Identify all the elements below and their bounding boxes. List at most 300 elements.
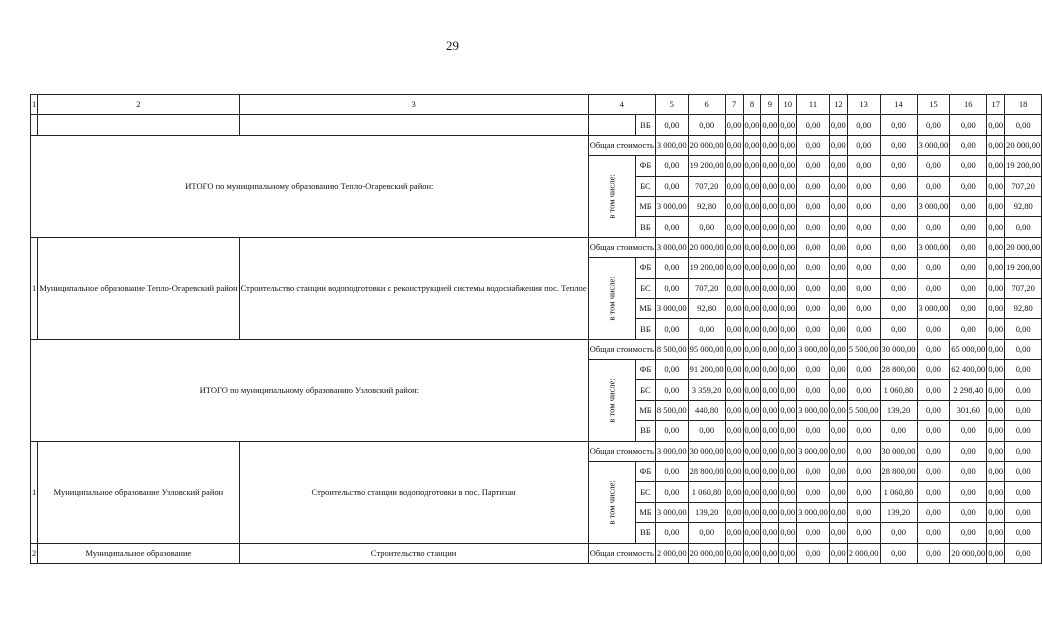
value-cell: 0,00 [917,543,950,563]
column-number-3: 3 [239,95,588,115]
column-number-14: 14 [880,95,917,115]
column-number-13: 13 [847,95,880,115]
item-number: 1 [31,237,38,339]
value-cell: 0,00 [655,115,688,135]
value-cell: 0,00 [655,360,688,380]
item-row [31,543,1042,563]
value-cell: 0,00 [829,156,847,176]
value-cell: 139,20 [880,400,917,420]
value-cell: 0,00 [688,319,725,339]
value-cell: 0,00 [987,115,1005,135]
value-cell: 0,00 [779,217,797,237]
value-cell: 0,00 [743,380,761,400]
value-cell: 0,00 [847,217,880,237]
value-cell: 0,00 [797,482,830,502]
item-row [31,237,1042,257]
value-cell: 0,00 [847,258,880,278]
value-cell: 139,20 [688,502,725,522]
source-label: ВБ [636,421,656,441]
value-cell: 0,00 [950,319,987,339]
value-cell: 0,00 [725,482,743,502]
table-cell [31,115,38,135]
value-cell: 0,00 [987,380,1005,400]
value-cell: 0,00 [779,319,797,339]
source-label: МБ [636,502,656,522]
table-row [31,115,1042,135]
itogo-row [31,339,1042,359]
value-cell: 0,00 [950,176,987,196]
value-cell: 0,00 [950,135,987,155]
value-cell: 19 200,00 [1005,258,1042,278]
value-cell: 0,00 [725,380,743,400]
value-cell: 0,00 [847,421,880,441]
value-cell: 0,00 [987,523,1005,543]
value-cell: 0,00 [797,196,830,216]
object-name: Строительство станции водоподготовки в пос. Партизан [239,441,588,543]
value-cell: 0,00 [779,196,797,216]
total-cost-label: Общая стоимость [588,237,655,257]
value-cell: 0,00 [1005,523,1042,543]
value-cell: 0,00 [655,462,688,482]
value-cell: 1 060,80 [880,482,917,502]
vertical-label: в том числе: [606,378,617,423]
value-cell: 0,00 [987,421,1005,441]
value-cell: 0,00 [761,339,779,359]
value-cell: 3 000,00 [917,135,950,155]
value-cell: 0,00 [847,441,880,461]
value-cell: 0,00 [725,278,743,298]
value-cell: 0,00 [880,176,917,196]
object-name: Строительство станции водоподготовки с реконструкцией системы водоснабжения пос. Теплое [239,237,588,339]
value-cell: 0,00 [743,258,761,278]
value-cell: 0,00 [779,462,797,482]
value-cell: 3 000,00 [917,237,950,257]
value-cell: 0,00 [1005,462,1042,482]
value-cell: 0,00 [1005,400,1042,420]
value-cell: 0,00 [779,360,797,380]
value-cell: 0,00 [987,258,1005,278]
value-cell: 0,00 [725,156,743,176]
value-cell: 0,00 [743,298,761,318]
value-cell: 0,00 [829,339,847,359]
source-label: МБ [636,196,656,216]
municipality-name: Муниципальное образование [38,543,239,563]
municipality-name: Муниципальное образование Тепло-Огаревский район [38,237,239,339]
value-cell: 0,00 [797,523,830,543]
value-cell: 0,00 [779,380,797,400]
value-cell: 0,00 [743,441,761,461]
source-label: ВБ [636,319,656,339]
value-cell: 0,00 [880,196,917,216]
value-cell: 0,00 [797,258,830,278]
value-cell: 0,00 [797,360,830,380]
value-cell: 0,00 [725,400,743,420]
value-cell: 92,80 [688,196,725,216]
value-cell: 0,00 [797,115,830,135]
value-cell: 0,00 [725,217,743,237]
value-cell: 0,00 [743,543,761,563]
value-cell: 0,00 [743,502,761,522]
source-label: БС [636,176,656,196]
value-cell: 0,00 [829,135,847,155]
value-cell: 0,00 [829,441,847,461]
in-that-label [588,258,635,340]
value-cell: 0,00 [797,421,830,441]
value-cell: 0,00 [725,339,743,359]
value-cell: 707,20 [688,176,725,196]
value-cell: 0,00 [987,135,1005,155]
value-cell: 0,00 [761,482,779,502]
value-cell: 0,00 [725,196,743,216]
value-cell: 0,00 [829,196,847,216]
value-cell: 0,00 [725,115,743,135]
value-cell: 0,00 [743,339,761,359]
value-cell: 301,60 [950,400,987,420]
value-cell: 20 000,00 [1005,237,1042,257]
value-cell: 0,00 [917,380,950,400]
value-cell: 0,00 [917,523,950,543]
value-cell: 0,00 [761,237,779,257]
in-that-label [588,360,635,442]
value-cell: 0,00 [779,421,797,441]
value-cell: 0,00 [829,502,847,522]
value-cell: 0,00 [779,482,797,502]
value-cell: 3 000,00 [797,502,830,522]
value-cell: 0,00 [761,278,779,298]
column-number-17: 17 [987,95,1005,115]
table-cell [588,115,635,135]
value-cell: 19 200,00 [688,156,725,176]
value-cell: 0,00 [987,339,1005,359]
column-number-11: 11 [797,95,830,115]
column-number-15: 15 [917,95,950,115]
source-label: МБ [636,400,656,420]
value-cell: 0,00 [779,237,797,257]
value-cell: 0,00 [847,298,880,318]
value-cell: 0,00 [880,237,917,257]
value-cell: 0,00 [847,360,880,380]
value-cell: 0,00 [829,482,847,502]
value-cell: 3 000,00 [655,441,688,461]
value-cell: 0,00 [917,462,950,482]
value-cell: 0,00 [743,217,761,237]
value-cell: 0,00 [987,298,1005,318]
value-cell: 0,00 [950,462,987,482]
value-cell: 0,00 [743,360,761,380]
value-cell: 0,00 [797,380,830,400]
value-cell: 0,00 [743,400,761,420]
value-cell: 0,00 [725,360,743,380]
value-cell: 0,00 [725,421,743,441]
value-cell: 30 000,00 [880,339,917,359]
total-cost-label: Общая стоимость [588,543,655,563]
value-cell: 8 500,00 [655,400,688,420]
value-cell: 2 000,00 [847,543,880,563]
source-label: ВБ [636,217,656,237]
table-cell [38,115,239,135]
value-cell: 0,00 [743,176,761,196]
value-cell: 0,00 [950,237,987,257]
value-cell: 2 298,40 [950,380,987,400]
value-cell: 0,00 [987,217,1005,237]
value-cell: 0,00 [725,319,743,339]
value-cell: 0,00 [880,217,917,237]
value-cell: 0,00 [779,278,797,298]
value-cell: 0,00 [725,502,743,522]
value-cell: 3 000,00 [797,441,830,461]
value-cell: 0,00 [761,176,779,196]
value-cell: 0,00 [987,278,1005,298]
value-cell: 0,00 [829,319,847,339]
value-cell: 0,00 [779,441,797,461]
value-cell: 3 000,00 [655,502,688,522]
source-label: БС [636,482,656,502]
value-cell: 0,00 [797,156,830,176]
value-cell: 0,00 [950,421,987,441]
column-number-9: 9 [761,95,779,115]
value-cell: 0,00 [725,135,743,155]
column-number-7: 7 [725,95,743,115]
value-cell: 0,00 [725,543,743,563]
value-cell: 0,00 [761,156,779,176]
value-cell: 0,00 [1005,217,1042,237]
value-cell: 0,00 [761,258,779,278]
value-cell: 0,00 [829,115,847,135]
vertical-label: в том числе: [606,276,617,321]
value-cell: 0,00 [950,115,987,135]
value-cell: 0,00 [655,380,688,400]
value-cell: 0,00 [880,298,917,318]
value-cell: 30 000,00 [688,441,725,461]
column-number-10: 10 [779,95,797,115]
value-cell: 0,00 [917,176,950,196]
value-cell: 0,00 [880,319,917,339]
value-cell: 0,00 [829,237,847,257]
value-cell: 0,00 [987,462,1005,482]
value-cell: 0,00 [688,523,725,543]
value-cell: 0,00 [880,543,917,563]
value-cell: 20 000,00 [688,543,725,563]
source-label: ФБ [636,360,656,380]
value-cell: 0,00 [761,319,779,339]
value-cell: 139,20 [880,502,917,522]
value-cell: 20 000,00 [950,543,987,563]
value-cell: 0,00 [761,400,779,420]
value-cell: 0,00 [847,135,880,155]
page-number: 29 [446,38,459,53]
value-cell: 0,00 [761,543,779,563]
value-cell: 0,00 [847,482,880,502]
source-label: БС [636,380,656,400]
value-cell: 3 000,00 [917,196,950,216]
value-cell: 0,00 [829,258,847,278]
value-cell: 0,00 [880,135,917,155]
value-cell: 0,00 [761,441,779,461]
value-cell: 0,00 [950,298,987,318]
value-cell: 0,00 [1005,380,1042,400]
value-cell: 0,00 [688,421,725,441]
value-cell: 0,00 [725,298,743,318]
column-number-5: 5 [655,95,688,115]
value-cell: 0,00 [880,258,917,278]
total-cost-label: Общая стоимость [588,441,655,461]
total-cost-label: Общая стоимость [588,135,655,155]
value-cell: 0,00 [761,380,779,400]
value-cell: 0,00 [829,217,847,237]
value-cell: 19 200,00 [1005,156,1042,176]
value-cell: 0,00 [987,196,1005,216]
value-cell: 0,00 [761,523,779,543]
value-cell: 0,00 [743,319,761,339]
value-cell: 0,00 [761,217,779,237]
value-cell: 0,00 [655,176,688,196]
value-cell: 0,00 [829,176,847,196]
value-cell: 0,00 [1005,421,1042,441]
value-cell: 0,00 [829,543,847,563]
value-cell: 0,00 [743,482,761,502]
value-cell: 0,00 [847,380,880,400]
value-cell: 0,00 [880,156,917,176]
column-number-6: 6 [688,95,725,115]
column-number-4: 4 [588,95,655,115]
value-cell: 0,00 [829,400,847,420]
value-cell: 3 000,00 [917,298,950,318]
value-cell: 3 000,00 [655,135,688,155]
value-cell: 0,00 [688,115,725,135]
value-cell: 0,00 [725,176,743,196]
value-cell: 28 800,00 [688,462,725,482]
value-cell: 0,00 [761,502,779,522]
total-cost-label: Общая стоимость [588,339,655,359]
value-cell: 0,00 [725,523,743,543]
value-cell: 0,00 [847,278,880,298]
value-cell: 0,00 [847,156,880,176]
value-cell: 0,00 [987,543,1005,563]
value-cell: 0,00 [797,217,830,237]
value-cell: 0,00 [743,462,761,482]
value-cell: 0,00 [950,258,987,278]
value-cell: 0,00 [743,278,761,298]
value-cell: 0,00 [761,135,779,155]
value-cell: 0,00 [655,258,688,278]
object-name: Строительство станции [239,543,588,563]
value-cell: 0,00 [743,421,761,441]
value-cell: 707,20 [1005,176,1042,196]
in-that-label [588,462,635,544]
value-cell: 0,00 [743,135,761,155]
value-cell: 3 000,00 [655,196,688,216]
value-cell: 0,00 [743,196,761,216]
value-cell: 0,00 [880,115,917,135]
municipality-name: Муниципальное образование Узловский район [38,441,239,543]
value-cell: 28 800,00 [880,360,917,380]
itogo-title: ИТОГО по муниципальному образованию Тепло-Огаревский район: [31,135,589,237]
value-cell: 8 500,00 [655,339,688,359]
value-cell: 0,00 [779,258,797,278]
value-cell: 3 359,20 [688,380,725,400]
in-that-label [588,156,635,238]
value-cell: 0,00 [917,339,950,359]
value-cell: 0,00 [829,298,847,318]
value-cell: 62 400,00 [950,360,987,380]
value-cell: 0,00 [797,237,830,257]
value-cell: 707,20 [1005,278,1042,298]
source-label: ВБ [636,115,656,135]
value-cell: 0,00 [987,360,1005,380]
value-cell: 0,00 [1005,115,1042,135]
value-cell: 0,00 [950,482,987,502]
value-cell: 92,80 [1005,298,1042,318]
value-cell: 0,00 [779,543,797,563]
value-cell: 0,00 [1005,319,1042,339]
source-label: БС [636,278,656,298]
source-label: ВБ [636,523,656,543]
value-cell: 0,00 [950,156,987,176]
value-cell: 0,00 [950,217,987,237]
column-number-8: 8 [743,95,761,115]
value-cell: 0,00 [917,115,950,135]
source-label: ФБ [636,462,656,482]
value-cell: 65 000,00 [950,339,987,359]
value-cell: 30 000,00 [880,441,917,461]
value-cell: 0,00 [655,217,688,237]
value-cell: 0,00 [917,441,950,461]
value-cell: 0,00 [725,441,743,461]
value-cell: 20 000,00 [1005,135,1042,155]
item-row [31,441,1042,461]
value-cell: 0,00 [829,523,847,543]
value-cell: 0,00 [917,319,950,339]
value-cell: 0,00 [847,176,880,196]
value-cell: 0,00 [655,278,688,298]
value-cell: 0,00 [761,421,779,441]
value-cell: 19 200,00 [688,258,725,278]
value-cell: 3 000,00 [655,298,688,318]
value-cell: 0,00 [779,339,797,359]
value-cell: 0,00 [987,237,1005,257]
value-cell: 0,00 [917,278,950,298]
value-cell: 20 000,00 [688,135,725,155]
value-cell: 0,00 [987,400,1005,420]
value-cell: 0,00 [1005,502,1042,522]
column-number-2: 2 [38,95,239,115]
value-cell: 0,00 [950,502,987,522]
value-cell: 0,00 [779,115,797,135]
value-cell: 0,00 [688,217,725,237]
column-number-1: 1 [31,95,38,115]
value-cell: 0,00 [797,176,830,196]
value-cell: 91 200,00 [688,360,725,380]
value-cell: 0,00 [779,523,797,543]
value-cell: 0,00 [880,278,917,298]
value-cell: 0,00 [950,278,987,298]
value-cell: 0,00 [761,196,779,216]
vertical-label: в том числе: [606,480,617,525]
column-number-12: 12 [829,95,847,115]
value-cell: 0,00 [655,523,688,543]
value-cell: 0,00 [987,502,1005,522]
value-cell: 0,00 [797,278,830,298]
value-cell: 92,80 [688,298,725,318]
value-cell: 0,00 [847,319,880,339]
value-cell: 0,00 [725,462,743,482]
table-cell [239,115,588,135]
value-cell: 0,00 [917,482,950,502]
value-cell: 92,80 [1005,196,1042,216]
value-cell: 0,00 [987,156,1005,176]
value-cell: 2 000,00 [655,543,688,563]
value-cell: 0,00 [917,156,950,176]
